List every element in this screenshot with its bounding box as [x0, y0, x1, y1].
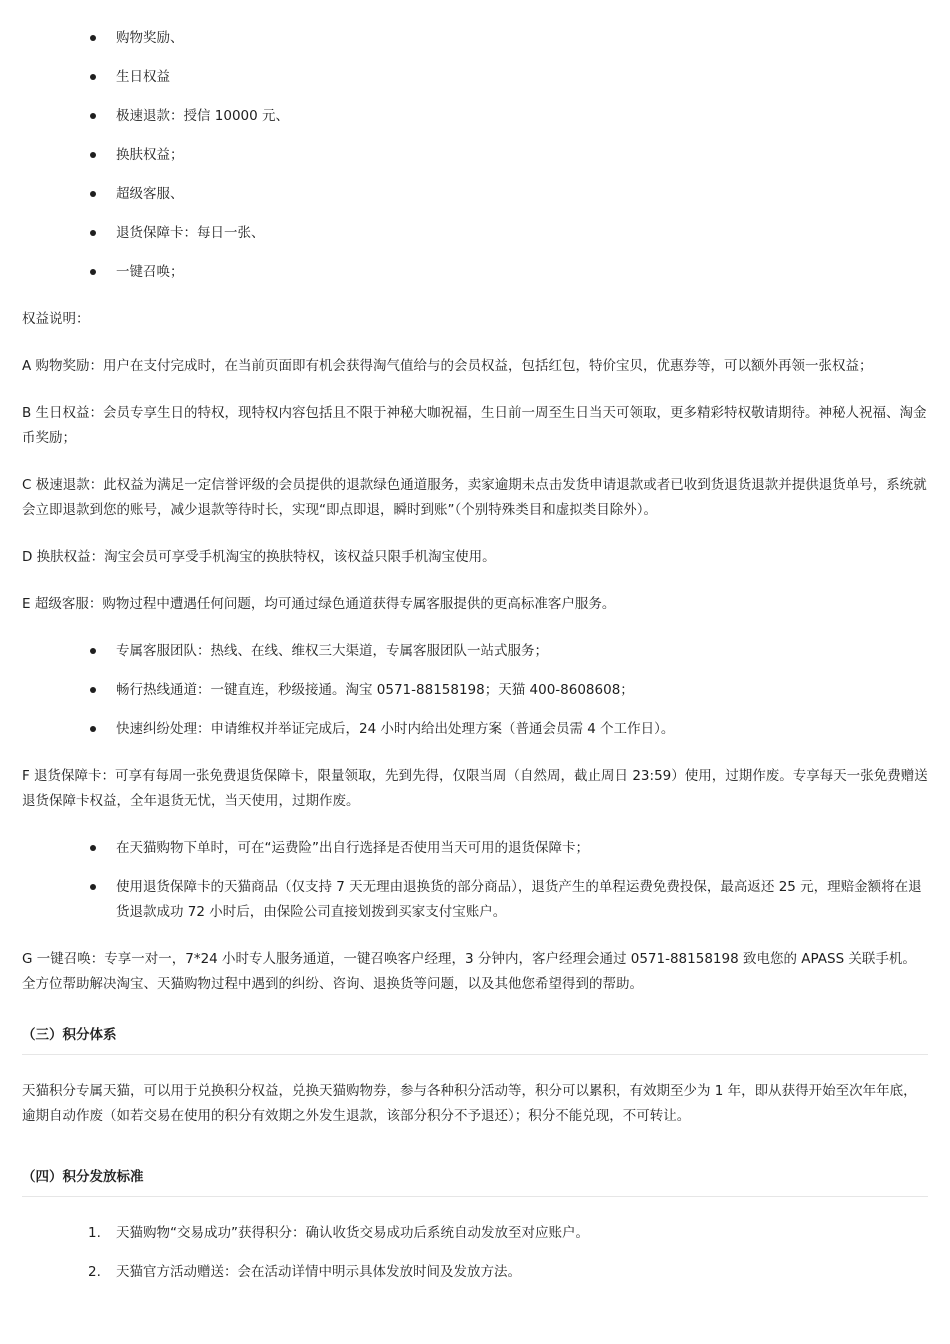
list-item: 快速纠纷处理：申请维权并举证完成后，24 小时内给出处理方案（普通会员需 4 个工作日）。: [22, 717, 928, 742]
return-card-list: [22, 836, 928, 925]
list-item: 购物奖励、: [22, 26, 928, 51]
list-item-text: 天猫购物“交易成功”获得积分：确认收货交易成功后系统自动发放至对应账户。: [116, 1225, 589, 1241]
benefit-g-paragraph: G 一键召唤：专享一对一，7*24 小时专人服务通道，一键召唤客户经理，3 分钟内，客户经理会通过 0571-88158198 致电您的 APASS 关联手机。全方位帮助解决淘宝、天猫购物过程中遇到的纠纷、咨询、退换货等问题，以及其他您希望得到的帮助。: [22, 951, 916, 992]
benefit-f-paragraph: F 退货保障卡：可享有每周一张免费退货保障卡，限量领取，先到先得，仅限当周（自然周，截止周日 23:59）使用，过期作废。专享每天一张免费赠送退货保障卡权益，全年退货无忧，当天使用，过期作废。: [22, 768, 928, 809]
list-item: 退货保障卡：每日一张、: [22, 221, 928, 246]
list-item: 超级客服、: [22, 182, 928, 207]
list-item-text: 天猫官方活动赠送：会在活动详情中明示具体发放时间及发放方法。: [116, 1264, 521, 1280]
benefit-e-paragraph: E 超级客服：购物过程中遭遇任何问题，均可通过绿色通道获得专属客服提供的更高标准客户服务。: [22, 596, 616, 612]
list-item: [22, 1221, 928, 1246]
benefit-d-paragraph: D 换肤权益：淘宝会员可享受手机淘宝的换肤特权，该权益只限手机淘宝使用。: [22, 549, 496, 565]
benefit-b-paragraph: B 生日权益：会员专享生日的特权，现特权内容包括且不限于神秘大咖祝福，生日前一周至生日当天可领取，更多精彩特权敬请期待。神秘人祝福、淘金币奖励；: [22, 405, 927, 446]
benefit-a-paragraph: A 购物奖励：用户在支付完成时，在当前页面即有机会获得淘气值给与的会员权益，包括红包，特价宝贝，优惠券等，可以额外再领一张权益；: [22, 358, 873, 374]
issuance-list: [22, 1221, 928, 1285]
benefits-list: [22, 26, 928, 285]
list-item: [22, 1260, 928, 1285]
list-item: 使用退货保障卡的天猫商品（仅支持 7 天无理由退换货的部分商品），退货产生的单程运费免费投保，最高返还 25 元，理赔金额将在退货退款成功 72 小时后，由保险公司直接划拨到买家支付宝账户。: [22, 875, 928, 925]
list-item: 生日权益: [22, 65, 928, 90]
list-item: 换肤权益；: [22, 143, 928, 168]
document-page: [22, 0, 928, 1285]
list-number: 1.: [88, 1225, 101, 1241]
list-item: 一键召唤；: [22, 260, 928, 285]
section-heading-points-issuance: （四）积分发放标准: [22, 1167, 928, 1197]
list-item: 在天猫购物下单时，可在“运费险”出自行选择是否使用当天可用的退货保障卡；: [22, 836, 928, 861]
list-item: 专属客服团队：热线、在线、维权三大渠道，专属客服团队一站式服务；: [22, 639, 928, 664]
points-system-paragraph: 天猫积分专属天猫，可以用于兑换积分权益，兑换天猫购物券，参与各种积分活动等，积分可以累积，有效期至少为 1 年，即从获得开始至次年年底，逾期自动作废（如若交易在使用的积分有效期之外发生退款，该部分积分不予退还）；积分不能兑现，不可转让。: [22, 1083, 917, 1124]
benefit-c-paragraph: C 极速退款：此权益为满足一定信誉评级的会员提供的退款绿色通道服务，卖家逾期未点击发货申请退款或者已收到货退货退款并提供退货单号，系统就会立即退款到您的账号，减少退款等待时长，实现“即点即退，瞬时到账”（个别特殊类目和虚拟类目除外）。: [22, 477, 927, 518]
service-list: [22, 639, 928, 742]
list-item: 极速退款：授信 10000 元、: [22, 104, 928, 129]
benefits-intro: 权益说明：: [22, 311, 90, 327]
list-number: 2.: [88, 1264, 101, 1280]
section-heading-points-system: （三）积分体系: [22, 1025, 928, 1055]
list-item: 畅行热线通道：一键直连，秒级接通。淘宝 0571-88158198；天猫 400-8608608；: [22, 678, 928, 703]
